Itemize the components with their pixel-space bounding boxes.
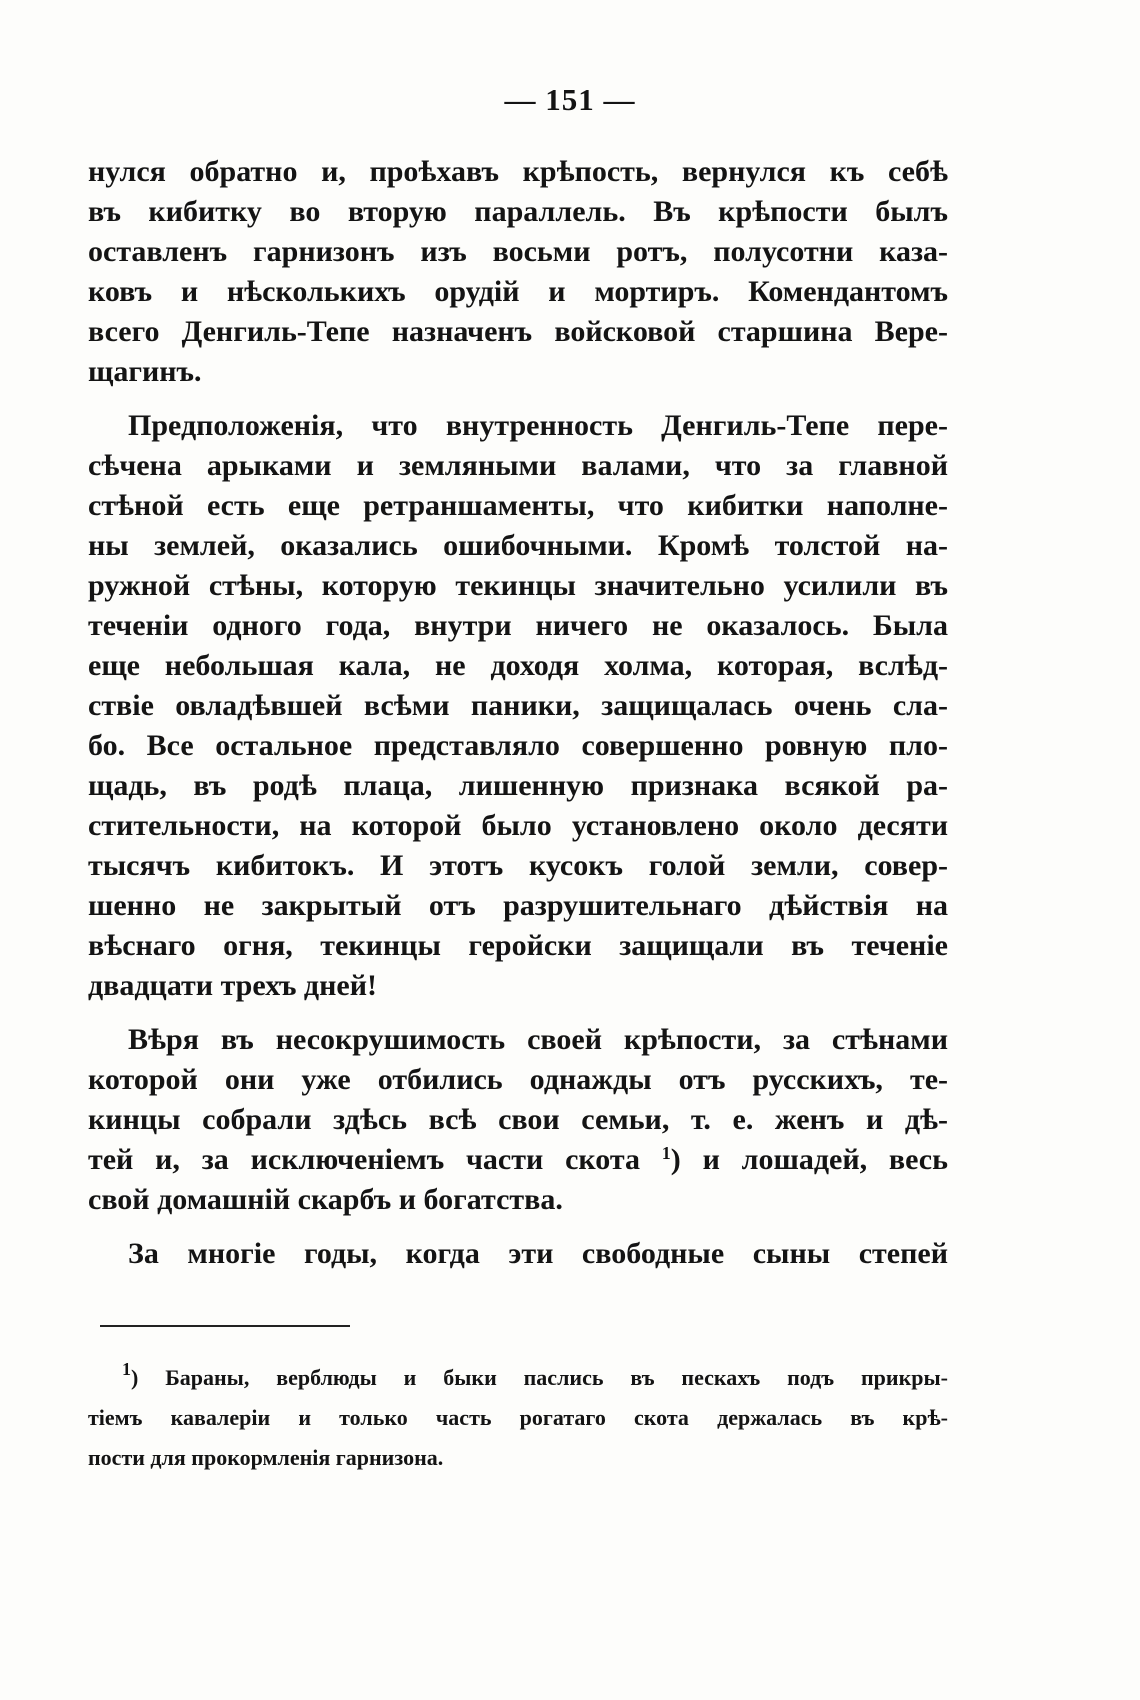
text-line: тысячъ кибитокъ. И этотъ кусокъ голой земли, совер-: [88, 849, 948, 882]
text-line: бо. Все остальное представляло совершенно ровную пло-: [88, 729, 948, 762]
text-line: сѣчена арыками и земляными валами, что за главной: [88, 449, 948, 482]
footnote-reference: 1: [661, 1143, 671, 1163]
footnote-line: пости для прокормленія гарнизона.: [88, 1445, 444, 1470]
text-line: За многіе годы, когда эти свободные сыны степей: [128, 1237, 948, 1270]
paragraph-4: [88, 1234, 948, 1274]
footnote-divider: [100, 1325, 350, 1327]
text-line: стительности, на которой было установлено около десяти: [88, 809, 948, 842]
text-line: двадцати трехъ дней!: [88, 969, 377, 1002]
text-line: въ кибитку во вторую параллель. Въ крѣпости былъ: [88, 195, 948, 228]
text-line: свой домашній скарбъ и богатства.: [88, 1183, 563, 1216]
footnote-line: тіемъ кавалеріи и только часть рогатаго скота держалась въ крѣ-: [88, 1405, 948, 1430]
text-segment: ) Бараны, верблюды и быки паслись въ пескахъ подъ прикры-: [131, 1365, 948, 1390]
paragraph-1: [88, 152, 948, 392]
text-line: еще небольшая кала, не доходя холма, которая, вслѣд-: [88, 649, 948, 682]
footnote-line: [88, 1358, 948, 1398]
text-line: ружной стѣны, которую текинцы значительно усилили въ: [88, 569, 948, 602]
text-line: ковъ и нѣсколькихъ орудій и мортиръ. Комендантомъ: [88, 275, 948, 308]
text-line: стѣной есть еще ретраншаменты, что кибитки наполне-: [88, 489, 948, 522]
text-segment: ) и лошадей, весь: [670, 1143, 948, 1176]
text-line: щагинъ.: [88, 355, 202, 388]
paragraph-2: [88, 406, 948, 1006]
text-line: Предположенія, что внутренность Денгиль-Тепе пере-: [128, 409, 948, 442]
text-line: Вѣря въ несокрушимость своей крѣпости, за стѣнами: [128, 1023, 948, 1056]
page-number: — 151 —: [504, 82, 636, 117]
text-segment: тей и, за исключеніемъ части скота: [88, 1143, 640, 1176]
text-line: ны землей, оказались ошибочными. Кромѣ толстой на-: [88, 529, 948, 562]
text-line: вѣснаго огня, текинцы геройски защищали въ теченіе: [88, 929, 948, 962]
text-line: нулся обратно и, проѣхавъ крѣпость, вернулся къ себѣ: [88, 155, 948, 188]
text-line: теченіи одного года, внутри ничего не оказалось. Была: [88, 609, 948, 642]
text-line: которой они уже отбились однажды отъ русскихъ, те-: [88, 1063, 948, 1096]
text-line: кинцы собрали здѣсь всѣ свои семьи, т. е. женъ и дѣ-: [88, 1103, 948, 1136]
paragraph-3: [88, 1020, 948, 1220]
text-line: оставленъ гарнизонъ изъ восьми ротъ, полусотни каза-: [88, 235, 948, 268]
main-text: [88, 152, 948, 1274]
footnote-marker: 1: [122, 1359, 131, 1379]
text-line: всего Денгиль-Тепе назначенъ войсковой старшина Вере-: [88, 315, 948, 348]
text-line: ствіе овладѣвшей всѣми паники, защищалась очень сла-: [88, 689, 948, 722]
text-line-with-footnote: [88, 1140, 948, 1180]
text-line: щадь, въ родѣ плаца, лишенную признака всякой ра-: [88, 769, 948, 802]
footnote: [88, 1358, 948, 1478]
text-line: шенно не закрытый отъ разрушительнаго дѣйствія на: [88, 889, 948, 922]
